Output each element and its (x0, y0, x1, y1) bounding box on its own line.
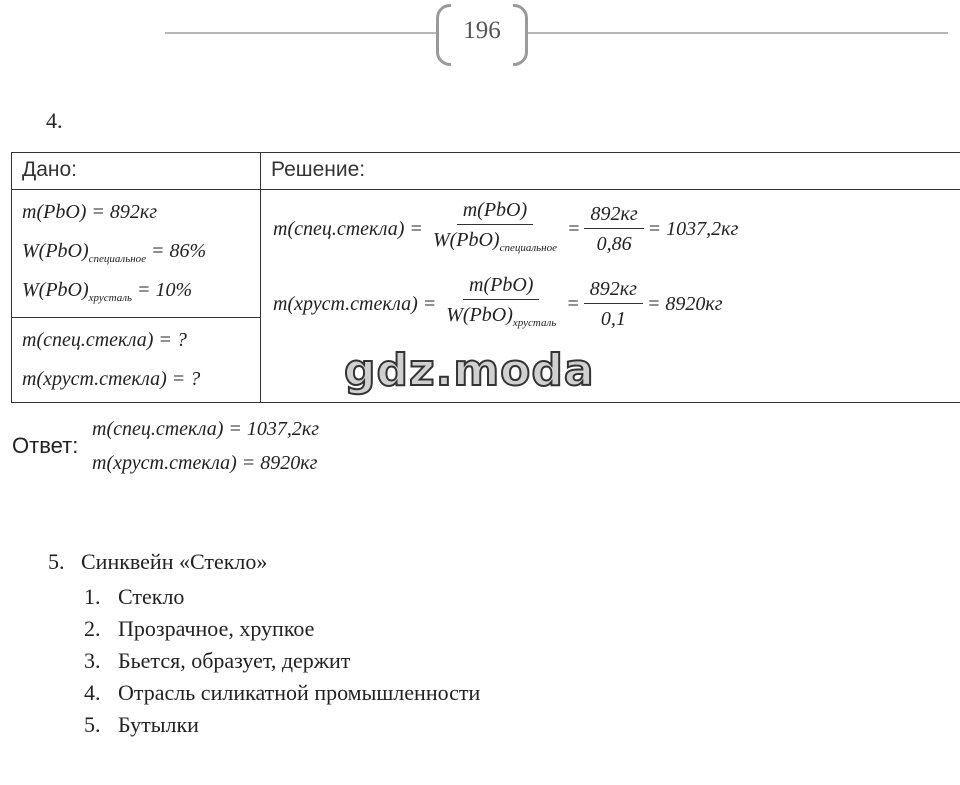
answer-label: Ответ: (12, 433, 79, 458)
list-item: 2. Прозрачное, хрупкое (84, 616, 315, 641)
answer-line: m(спец.стекла) = 1037,2кг (92, 418, 320, 440)
find-line: m(спец.стекла) = ? (22, 329, 187, 351)
solution-formula-crystal: m(хруст.стекла) = $\frac{\text{m(PbO)}}{W(PbO)_{хрусталь}}$ = $\frac{892кг}{0,1}$ = 8920кг (261, 271, 960, 338)
list-item: 5. Бутылки (84, 712, 199, 737)
given-header: Дано: (22, 158, 78, 181)
header-line-right (520, 32, 948, 34)
solution-formula-special: m(спец.стекла) = $\frac{\text{m(PbO)}}{W(PbO)_{специальное}}$ = $\frac{892кг}{0,86}$ = 1037,2кг (261, 196, 960, 263)
page-number: 196 (463, 17, 501, 44)
given-line: $W(PbO)_{специальное} = 86\%$ (22, 240, 207, 265)
sinkwine-list (84, 582, 480, 742)
header-line-left (165, 32, 437, 34)
given-line: $W(PbO)_{хрусталь} = 10\%$ (22, 279, 193, 304)
fraction: $\frac{892кг}{0,1}$ (584, 275, 643, 334)
find-line: m(хруст.стекла) = ? (22, 368, 201, 390)
page-number-badge (436, 4, 528, 66)
solution-header: Решение: (271, 158, 366, 181)
answer-list (92, 414, 319, 482)
fraction: $\frac{892кг}{0,86}$ (584, 200, 643, 259)
given-line: m(PbO) = 892кг (22, 201, 158, 223)
watermark-logo: gdz.moda (344, 345, 595, 396)
fraction: $\frac{\text{m(PbO)}}{W(PbO)_{специальное}}$ (427, 196, 563, 263)
given-list (12, 190, 260, 311)
list-item: 3. Бьется, образует, держит (84, 648, 351, 673)
task-4-number: 4. (46, 108, 63, 133)
find-list (12, 318, 260, 400)
fraction: $\frac{\text{m(PbO)}}{W(PbO)_{хрусталь}}$ (440, 271, 562, 338)
task-5-title: 5. Синквейн «Стекло» (48, 549, 268, 574)
list-item: 1. Стекло (84, 584, 185, 609)
list-item: 4. Отрасль силикатной промышленности (84, 680, 481, 705)
answer-line: m(хруст.стекла) = 8920кг (92, 452, 318, 474)
